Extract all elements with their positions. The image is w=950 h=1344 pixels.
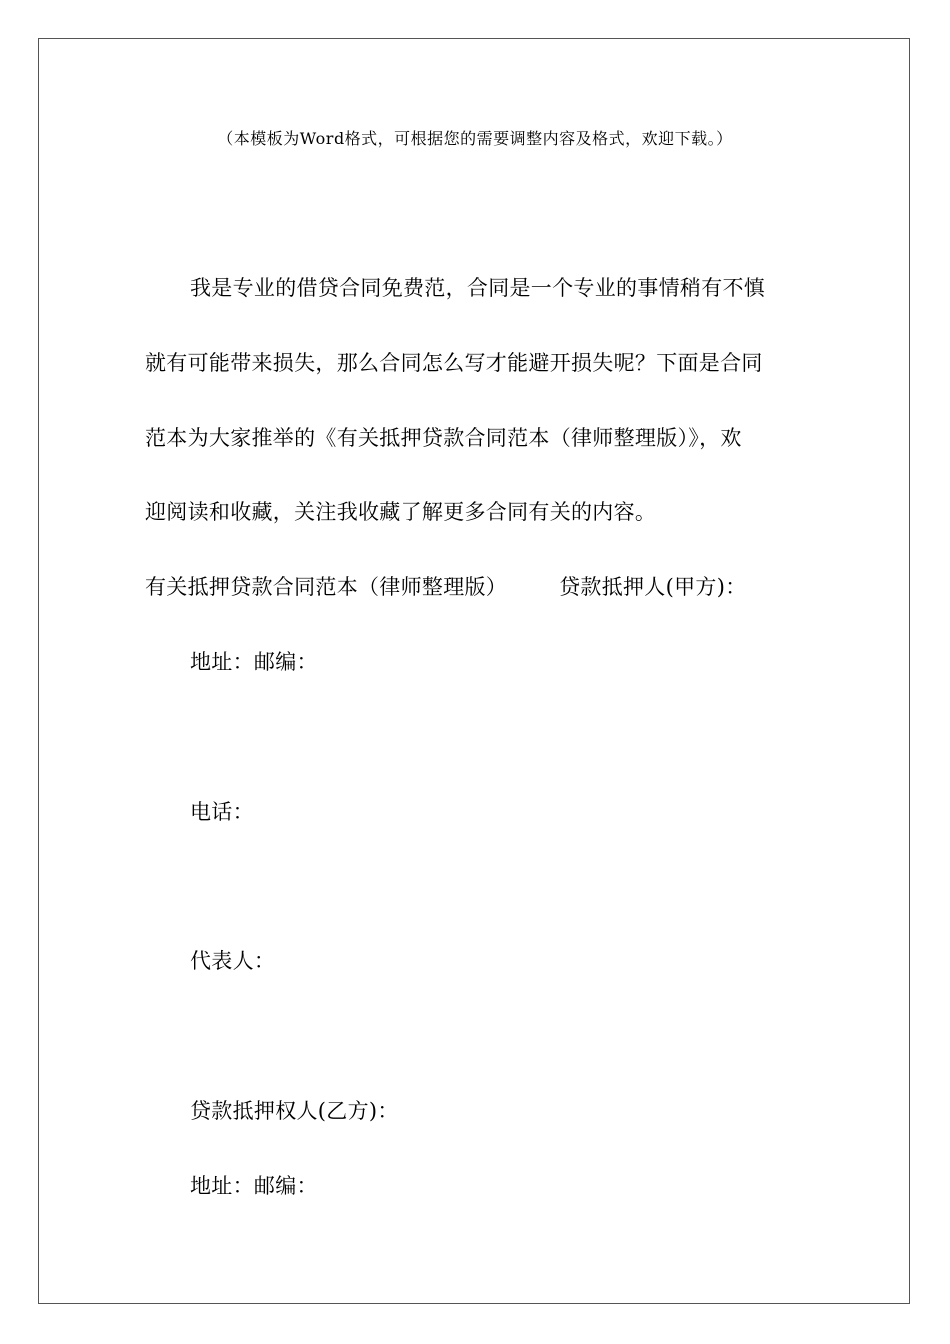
intro-line-4: 迎阅读和收藏，关注我收藏了解更多合同有关的内容。 — [145, 500, 657, 524]
intro-line-2: 就有可能带来损失，那么合同怎么写才能避开损失呢？下面是合同 — [145, 351, 763, 375]
intro-line-3: 范本为大家推举的《有关抵押贷款合同范本（律师整理版）》，欢 — [145, 426, 742, 450]
intro-line-1: 我是专业的借贷合同免费范，合同是一个专业的事情稍有不慎 — [190, 276, 766, 300]
party-b-address: 地址：邮编： — [190, 1174, 318, 1198]
party-b-label: 贷款抵押权人(乙方)： — [190, 1099, 399, 1123]
party-a-address: 地址：邮编： — [190, 650, 318, 674]
party-a-phone: 电话： — [190, 800, 254, 824]
page-border — [38, 38, 910, 1304]
contract-title: 有关抵押贷款合同范本（律师整理版） — [145, 575, 508, 599]
party-a-representative: 代表人： — [190, 949, 276, 973]
title-row — [145, 572, 747, 602]
party-a-label: 贷款抵押人(甲方)： — [559, 575, 747, 599]
template-note: （本模板为Word格式，可根据您的需要调整内容及格式，欢迎下载。） — [217, 129, 733, 148]
